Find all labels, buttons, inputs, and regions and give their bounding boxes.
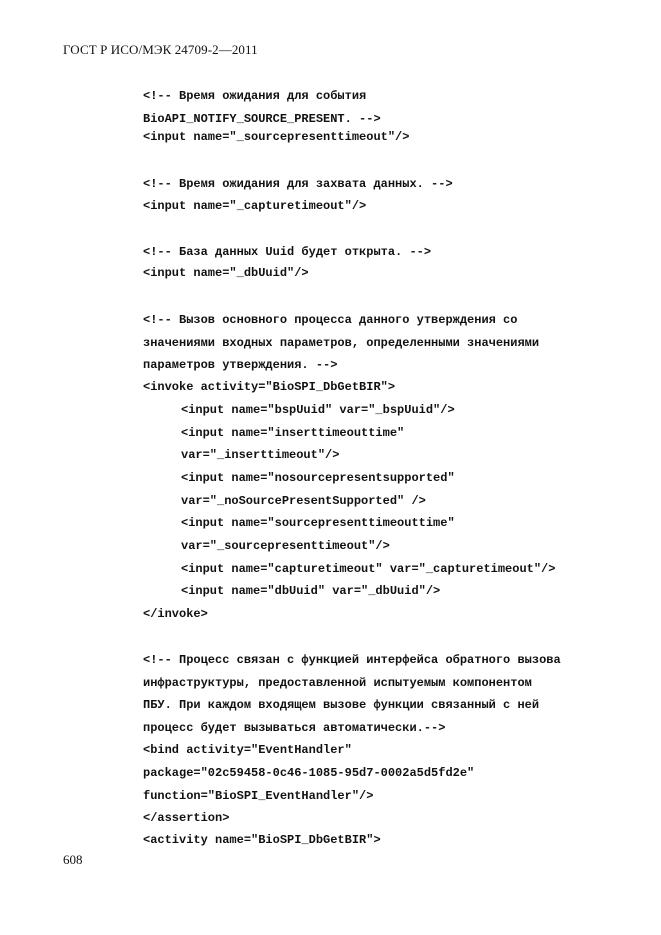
code-line: <input name="_sourcepresenttimeout"/> (143, 130, 410, 144)
code-line: <input name="dbUuid" var="_dbUuid"/> (181, 584, 441, 598)
code-line: var="_inserttimeout"/> (181, 448, 340, 462)
code-comment-line: <!-- Время ожидания для события (143, 89, 367, 103)
code-line: <input name="_capturetimeout"/> (143, 199, 367, 213)
code-comment-line: BioAPI_NOTIFY_SOURCE_PRESENT. --> (143, 112, 381, 126)
code-line: <input name="_dbUuid"/> (143, 266, 309, 280)
code-line: <input name="bspUuid" var="_bspUuid"/> (181, 403, 455, 417)
code-line: <input name="sourcepresenttimeouttime" (181, 516, 455, 530)
code-comment-line: инфраструктуры, предоставленной испытуемым компонентом (143, 676, 532, 690)
code-line: function="BioSPI_EventHandler"/> (143, 789, 374, 803)
code-line: <bind activity="EventHandler" (143, 743, 352, 757)
code-line: </assertion> (143, 811, 230, 825)
code-comment-line: значениями входных параметров, определенными значениями (143, 336, 540, 350)
code-comment-line: <!-- База данных Uuid будет открыта. --> (143, 245, 432, 259)
code-line: <input name="capturetimeout" var="_capturetimeout"/> (181, 562, 556, 576)
code-comment-line: <!-- Процесс связан с функцией интерфейса обратного вызова (143, 653, 561, 667)
code-comment-line: <!-- Вызов основного процесса данного утверждения со (143, 313, 518, 327)
document-header: ГОСТ Р ИСО/МЭК 24709-2—2011 (63, 42, 258, 57)
code-line: var="_noSourcePresentSupported" /> (181, 494, 426, 508)
code-comment-line: процесс будет вызываться автоматически.--> (143, 721, 446, 735)
page-number: 608 (63, 852, 83, 867)
code-line: var="_sourcepresenttimeout"/> (181, 539, 390, 553)
code-line: package="02c59458-0c46-1085-95d7-0002a5d5fd2e" (143, 766, 475, 780)
code-comment-line: ПБУ. При каждом входящем вызове функции связанный с ней (143, 698, 540, 712)
code-line: <activity name="BioSPI_DbGetBIR"> (143, 833, 381, 847)
code-line: <input name="nosourcepresentsupported" (181, 471, 455, 485)
code-line: <invoke activity="BioSPI_DbGetBIR"> (143, 380, 396, 394)
code-line: </invoke> (143, 607, 208, 621)
code-line: <input name="inserttimeouttime" (181, 426, 405, 440)
code-comment-line: <!-- Время ожидания для захвата данных. --> (143, 177, 453, 191)
code-comment-line: параметров утверждения. --> (143, 358, 338, 372)
